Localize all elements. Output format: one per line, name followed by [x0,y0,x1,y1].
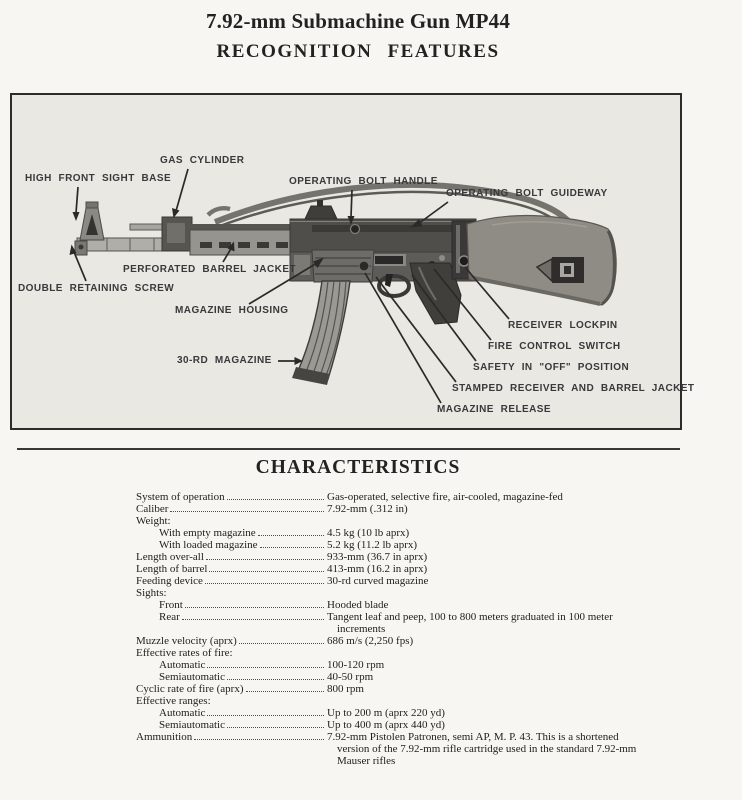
spec-row [136,671,644,683]
mp44-illustration [12,95,680,428]
spec-row [136,527,644,539]
diagram-label-receiver-lockpin: RECEIVER LOCKPIN [508,320,618,331]
spec-value: 5.2 kg (11.2 lb aprx) [327,539,418,551]
spec-label: System of operation [136,491,225,503]
diagram-label-safety-in-off-position: SAFETY IN "OFF" POSITION [473,362,630,373]
spec-value: 40-50 rpm [327,671,374,683]
spec-label: Effective rates of fire: [136,647,233,659]
dot-leader [205,583,324,584]
spec-label: Ammunition [136,731,193,743]
spec-label: Caliber [136,503,169,515]
spec-row [136,707,644,719]
spec-label: Semiautomatic [159,719,225,731]
diagram-label-high-front-sight-base: HIGH FRONT SIGHT BASE [25,173,172,184]
spec-label: Effective ranges: [136,695,211,707]
dot-leader [227,499,324,500]
spec-value: 800 rpm [327,683,364,695]
spec-label: Automatic [159,707,206,719]
spec-value: Hooded blade [327,599,389,611]
retaining-screw [79,245,84,250]
dot-leader [227,679,324,680]
spec-label: Length over-all [136,551,204,563]
dot-leader [227,727,324,728]
spec-label: Rear [159,611,180,623]
spec-row [136,551,644,563]
rear-sight [305,200,337,219]
recognition-diagram-frame [10,93,695,430]
diagram-label-double-retaining-screw: DOUBLE RETAINING SCREW [18,283,175,294]
page-subtitle: RECOGNITION FEATURES [216,41,500,62]
section-divider [17,448,680,450]
spec-label: With loaded magazine [159,539,258,551]
spec-row [136,575,644,587]
spec-label: Sights: [136,587,167,599]
dot-leader [170,511,324,512]
dot-leader [182,619,324,620]
spec-row [136,719,644,731]
magazine-release-button [359,261,369,271]
dot-leader [207,715,324,716]
spec-row [136,563,644,575]
spec-row [136,731,644,767]
spec-label: Automatic [159,659,206,671]
spec-value: 30-rd curved magazine [327,575,429,587]
spec-label: Semiautomatic [159,671,225,683]
dot-leader [209,571,324,572]
spec-value: 413-mm (16.2 in aprx) [327,563,428,575]
spec-row [136,611,644,635]
spec-value: Up to 400 m (aprx 440 yd) [327,719,445,731]
dot-leader [258,535,324,536]
dot-leader [239,643,324,644]
dot-leader [246,691,325,692]
gas-rod [130,224,164,230]
bolt-handle-hole [351,225,360,234]
diagram-label-magazine-housing: MAGAZINE HOUSING [175,305,289,316]
diagram-label-operating-bolt-guideway: OPERATING BOLT GUIDEWAY [446,188,608,199]
spec-value: 7.92-mm (.312 in) [327,503,408,515]
spec-value: Tangent leaf and peep, 100 to 800 meters graduated in 100 meter increments [327,611,613,635]
spec-row [136,683,644,695]
spec-value: Up to 200 m (aprx 220 yd) [327,707,445,719]
buttstock [467,215,616,305]
ejection-port [375,256,403,264]
spec-row [136,539,644,551]
spec-row [136,659,644,671]
spec-label: Feeding device [136,575,203,587]
front-sight [80,202,104,240]
dot-leader [194,739,324,740]
dot-leader [260,547,324,548]
spec-label: Muzzle velocity (aprx) [136,635,237,647]
characteristics-heading: CHARACTERISTICS [255,457,461,478]
dot-leader [207,667,324,668]
spec-row [136,695,644,707]
diagram-label-thirty-rd-magazine: 30-RD MAGAZINE [177,355,272,366]
lockpin [459,256,469,266]
diagram-label-perforated-barrel-jacket: PERFORATED BARREL JACKET [123,264,296,275]
diagram-label-gas-cylinder: GAS CYLINDER [160,155,245,166]
spec-row [136,503,644,515]
characteristics-table [136,491,644,767]
diagram-label-stamped-receiver-and-barrel-jacket: STAMPED RECEIVER AND BARREL JACKET [452,383,695,394]
page-title: 7.92-mm Submachine Gun MP44 [205,9,511,33]
diagram-label-operating-bolt-handle: OPERATING BOLT HANDLE [289,176,438,187]
fire-selector-button [439,255,445,261]
spec-value: 100-120 rpm [327,659,385,671]
spec-label: Weight: [136,515,171,527]
spec-label: Cyclic rate of fire (aprx) [136,683,244,695]
spec-label: Front [159,599,183,611]
spec-row [136,587,644,599]
spec-value: Gas-operated, selective fire, air-cooled, magazine-fed [327,491,563,503]
dot-leader [206,559,324,560]
spec-value: 7.92-mm Pistolen Patronen, semi AP, M. P. 43. This is a shortened version of the 7.92-mm rifle cartridge used in the standard 7.92-mm Mauser rifles [327,731,637,767]
bolt-guideway [312,225,472,232]
spec-value: 4.5 kg (10 lb aprx) [327,527,410,539]
spec-row [136,491,644,503]
spec-value: 933-mm (36.7 in aprx) [327,551,428,563]
spec-row [136,599,644,611]
diagram-label-magazine-release: MAGAZINE RELEASE [437,404,552,415]
diagram-label-fire-control-switch: FIRE CONTROL SWITCH [488,341,621,352]
spec-row [136,635,644,647]
spec-row [136,647,644,659]
dot-leader [185,607,324,608]
spec-row [136,515,644,527]
spec-label: Length of barrel [136,563,208,575]
spec-label: With empty magazine [159,527,256,539]
spec-value: 686 m/s (2,250 fps) [327,635,414,647]
